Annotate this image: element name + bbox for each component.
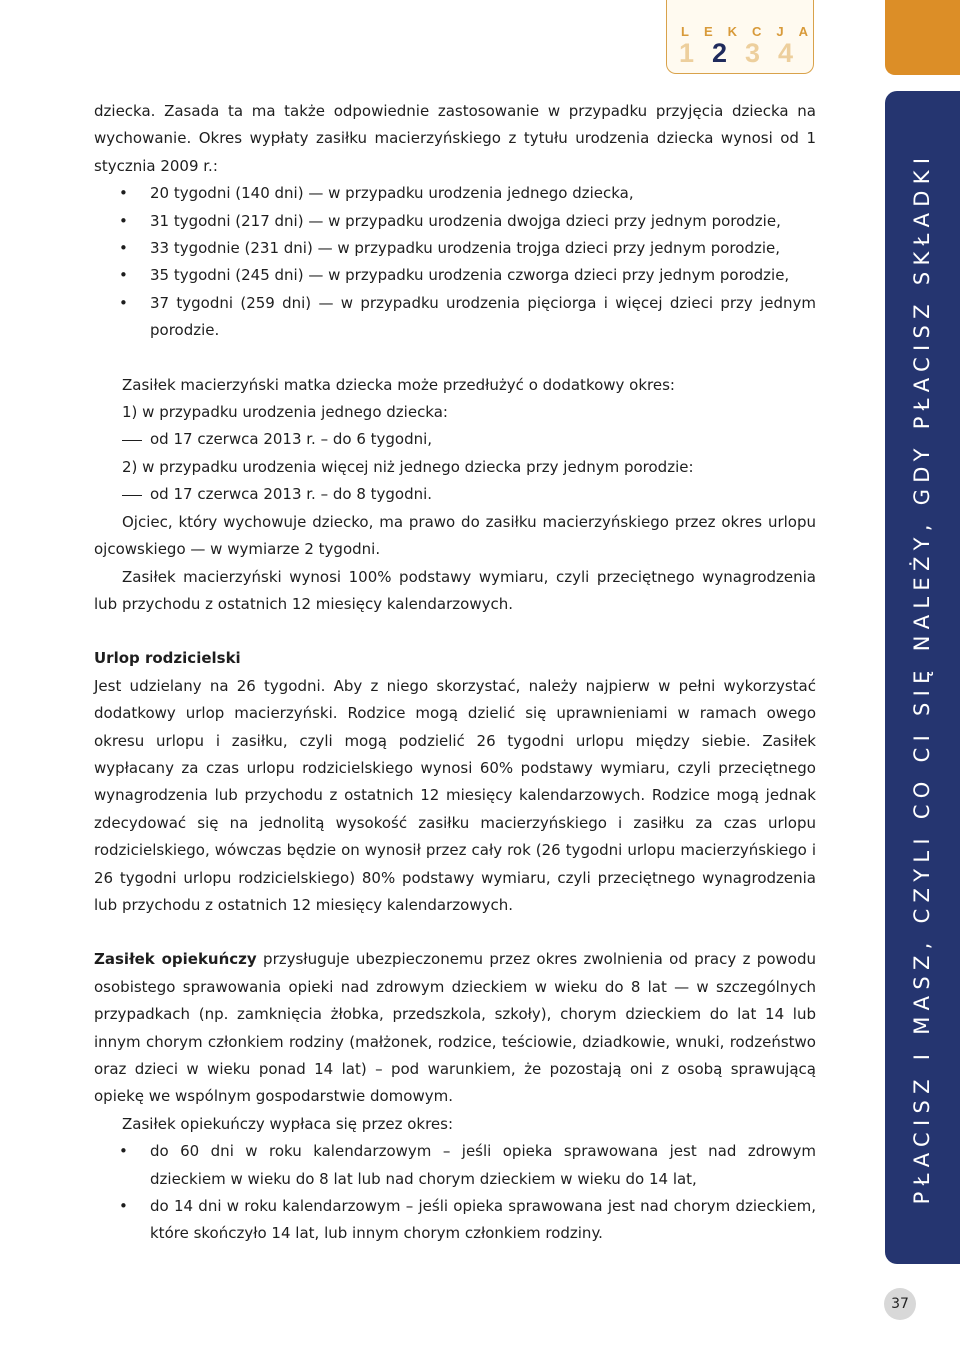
list-item: • 20 tygodni (140 dni) — w przypadku urodzenia jednego dziecka, [94, 180, 816, 207]
lesson-number-3: 3 [745, 38, 761, 68]
paragraph-intro: dziecka. Zasada ta ma także odpowiednie zastosowanie w przypadku przyjęcia dziecka na wychowanie. Okres wypłaty zasiłku macierzyńskiego z tytułu urodzenia dziecka wynosi od 1 stycznia 2009 r.: [94, 102, 816, 175]
lesson-indicator [666, 0, 824, 74]
care-term: Zasiłek opiekuńczy [94, 950, 257, 969]
paragraph-parental: Jest udzielany na 26 tygodni. Aby z niego skorzystać, należy najpierw w pełni wykorzystać dodatkowy urlop macierzyński. Rodzice mogą dzielić się uprawnieniami w ramach owego okresu urlopu i zasiłku, czyli mogą podzielić 26 tygodni urlopu między siebie. Zasiłek wypłacany za czas urlopu rodzicielskiego wynosi 60% podstawy wymiaru, czyli przeciętnego wynagrodzenia lub przychodu z ostatnich 12 miesięcy kalendarzowych. Rodzice mogą jednak zdecydować się na jednolitą wysokość zasiłku macierzyńskiego i zasiłku za czas urlopu rodzicielskiego, wówczas będzie on wynosił przez cały rok (26 tygodni urlopu macierzyńskiego i 26 tygodni urlopu rodzicielskiego) 80% podstawy wymiaru, czyli przeciętnego wynagrodzenia lub przychodu z ostatnich 12 miesięcy kalendarzowych. [94, 676, 816, 914]
extension-case-2-detail: od 17 czerwca 2013 r. – do 8 tygodni. [94, 481, 816, 508]
extension-case-2: 2) w przypadku urodzenia więcej niż jednego dziecka przy jednym porodzie: [122, 457, 694, 476]
extension-intro: Zasiłek macierzyński matka dziecka może przedłużyć o dodatkowy okres: [122, 375, 675, 394]
list-item: • 31 tygodni (217 dni) — w przypadku urodzenia dwojga dzieci przy jednym porodzie, [94, 208, 816, 235]
care-periods-list [94, 1138, 816, 1248]
page-number: 37 [884, 1288, 916, 1320]
maternity-periods-list [94, 180, 816, 344]
lesson-number-2: 2 [712, 38, 728, 68]
lesson-number-4: 4 [778, 38, 794, 68]
list-item: • 37 tygodni (259 dni) — w przypadku urodzenia pięciorga i więcej dzieci przy jednym porodzie. [94, 290, 816, 345]
list-item: • 35 tygodni (245 dni) — w przypadku urodzenia czworga dzieci przy jednym porodzie, [94, 262, 816, 289]
side-band-title: PŁACISZ I MASZ, CZYLI CO CI SIĘ NALEŻY, GDY PŁACISZ SKŁADKI [910, 151, 934, 1205]
list-item: • do 14 dni w roku kalendarzowym – jeśli opieka sprawowana jest nad chorym dzieckiem, które skończyło 14 lat, lub innym chorym członkiem rodziny. [94, 1193, 816, 1248]
lesson-label: LEKCJA [681, 24, 824, 39]
care-text: przysługuje ubezpieczonemu przez okres zwolnienia od pracy z powodu osobistego sprawowania opieki nad zdrowym dzieckiem w wieku do 8 lat — w szczególnych przypadkach (np. zamknięcia żłobka, przedszkola, szkoły), chorym dzieckiem do lat 14 lub innym chorym członkiem rodziny (małżonek, rodzice, teściowie, dziadkowie, wnuki, rodzeństwo oraz dzieci w wieku ponad 14 lat) – pod warunkiem, że pozostają oni z osobą sprawującą opiekę we wspólnym gospodarstwie domowym. [94, 950, 816, 1106]
list-item: • do 60 dni w roku kalendarzowym – jeśli opieka sprawowana jest nad zdrowym dzieckiem w wieku do 8 lat lub nad chorym dzieckiem w wieku do 14 lat, [94, 1138, 816, 1193]
lesson-number-1: 1 [679, 38, 695, 68]
extension-case-1-detail: od 17 czerwca 2013 r. – do 6 tygodni, [94, 426, 816, 453]
list-item: • 33 tygodnie (231 dni) — w przypadku urodzenia trojga dzieci przy jednym porodzie, [94, 235, 816, 262]
extension-case-1: 1) w przypadku urodzenia jednego dziecka: [122, 403, 448, 422]
paragraph-rate: Zasiłek macierzyński wynosi 100% podstawy wymiaru, czyli przeciętnego wynagrodzenia lub przychodu z ostatnich 12 miesięcy kalendarzowych. [94, 567, 816, 613]
side-band [885, 91, 960, 1264]
care-period-intro: Zasiłek opiekuńczy wypłaca się przez okres: [122, 1114, 454, 1133]
corner-tab [885, 0, 960, 75]
paragraph-father: Ojciec, który wychowuje dziecko, ma prawo do zasiłku macierzyńskiego przez okres urlopu ojcowskiego — w wymiarze 2 tygodni. [94, 512, 816, 559]
section-heading-parental: Urlop rodzicielski [94, 649, 241, 668]
lesson-numbers [679, 38, 811, 69]
page-body [94, 98, 816, 1248]
paragraph-care [94, 946, 816, 1110]
